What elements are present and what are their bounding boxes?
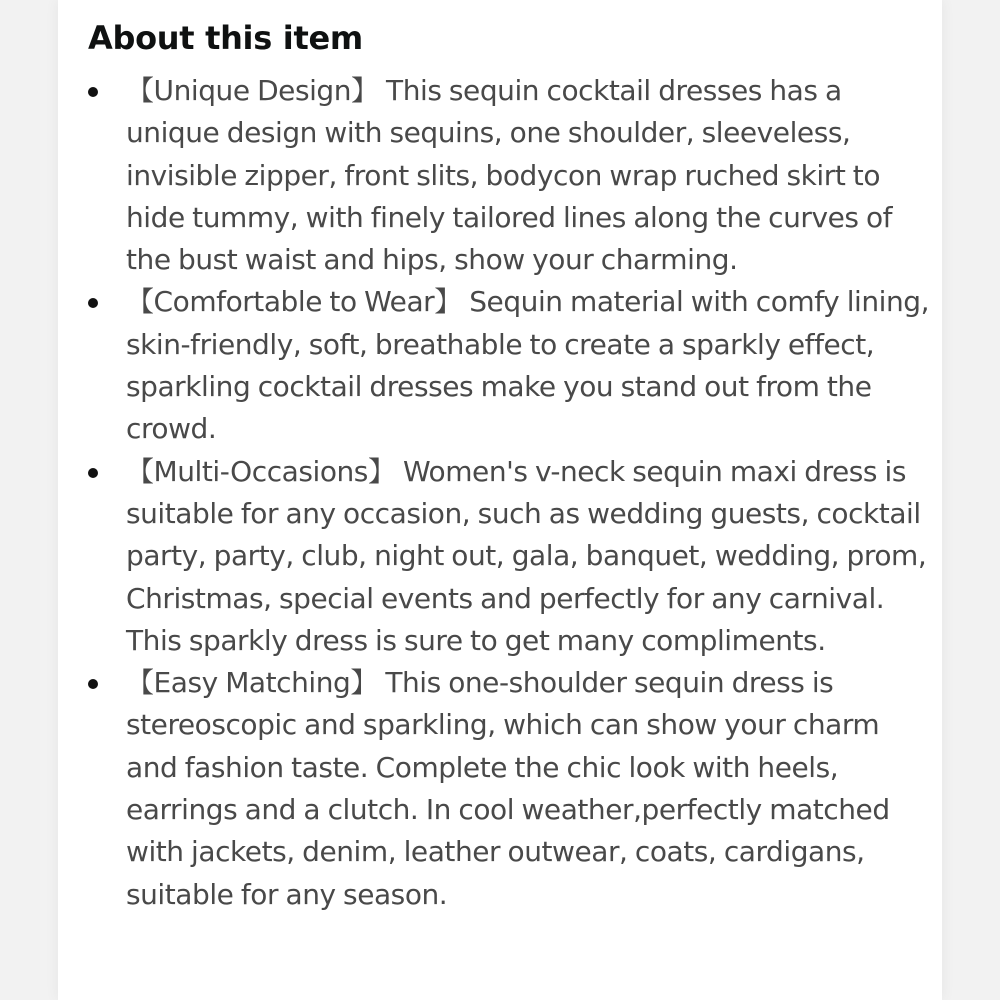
feature-bullet-comfortable: [58, 281, 942, 450]
product-details-panel: [58, 0, 942, 1000]
bullet-dot-icon: [88, 87, 98, 97]
feature-bullet-text: 【Easy Matching】 This one-shoulder sequin dress is stereoscopic and sparkling, which can show your charm and fashion taste. Complete the chic look with heels, earrings and a clutch. In cool weather,perfectly matched with jackets, denim, leather outwear, coats, cardigans, suitable for any season.: [126, 666, 890, 911]
feature-bullet-multi-occasions: [58, 451, 942, 662]
bullet-dot-icon: [88, 468, 98, 478]
bullet-dot-icon: [88, 298, 98, 308]
bullet-dot-icon: [88, 679, 98, 689]
feature-bullet-text: 【Multi-Occasions】 Women's v-neck sequin maxi dress is suitable for any occasion, such as wedding guests, cocktail party, party, club, night out, gala, banquet, wedding, prom, Christmas, special events and perfectly for any carnival. This sparkly dress is sure to get many compliments.: [126, 454, 927, 657]
about-this-item-heading: About this item: [88, 19, 363, 57]
feature-bullet-text: 【Comfortable to Wear】 Sequin material with comfy lining, skin-friendly, soft, breathable to create a sparkly effect, sparkling cocktail dresses make you stand out from the crowd.: [126, 285, 930, 446]
feature-bullet-easy-matching: [58, 662, 942, 916]
feature-bullet-text: 【Unique Design】 This sequin cocktail dresses has a unique design with sequins, one shoulder, sleeveless, invisible zipper, front slits, bodycon wrap ruched skirt to hide tummy, with finely tailored lines along the curves of the bust waist and hips, show your charming.: [126, 74, 893, 277]
feature-bullet-list: [58, 70, 942, 916]
feature-bullet-unique-design: [58, 70, 942, 281]
